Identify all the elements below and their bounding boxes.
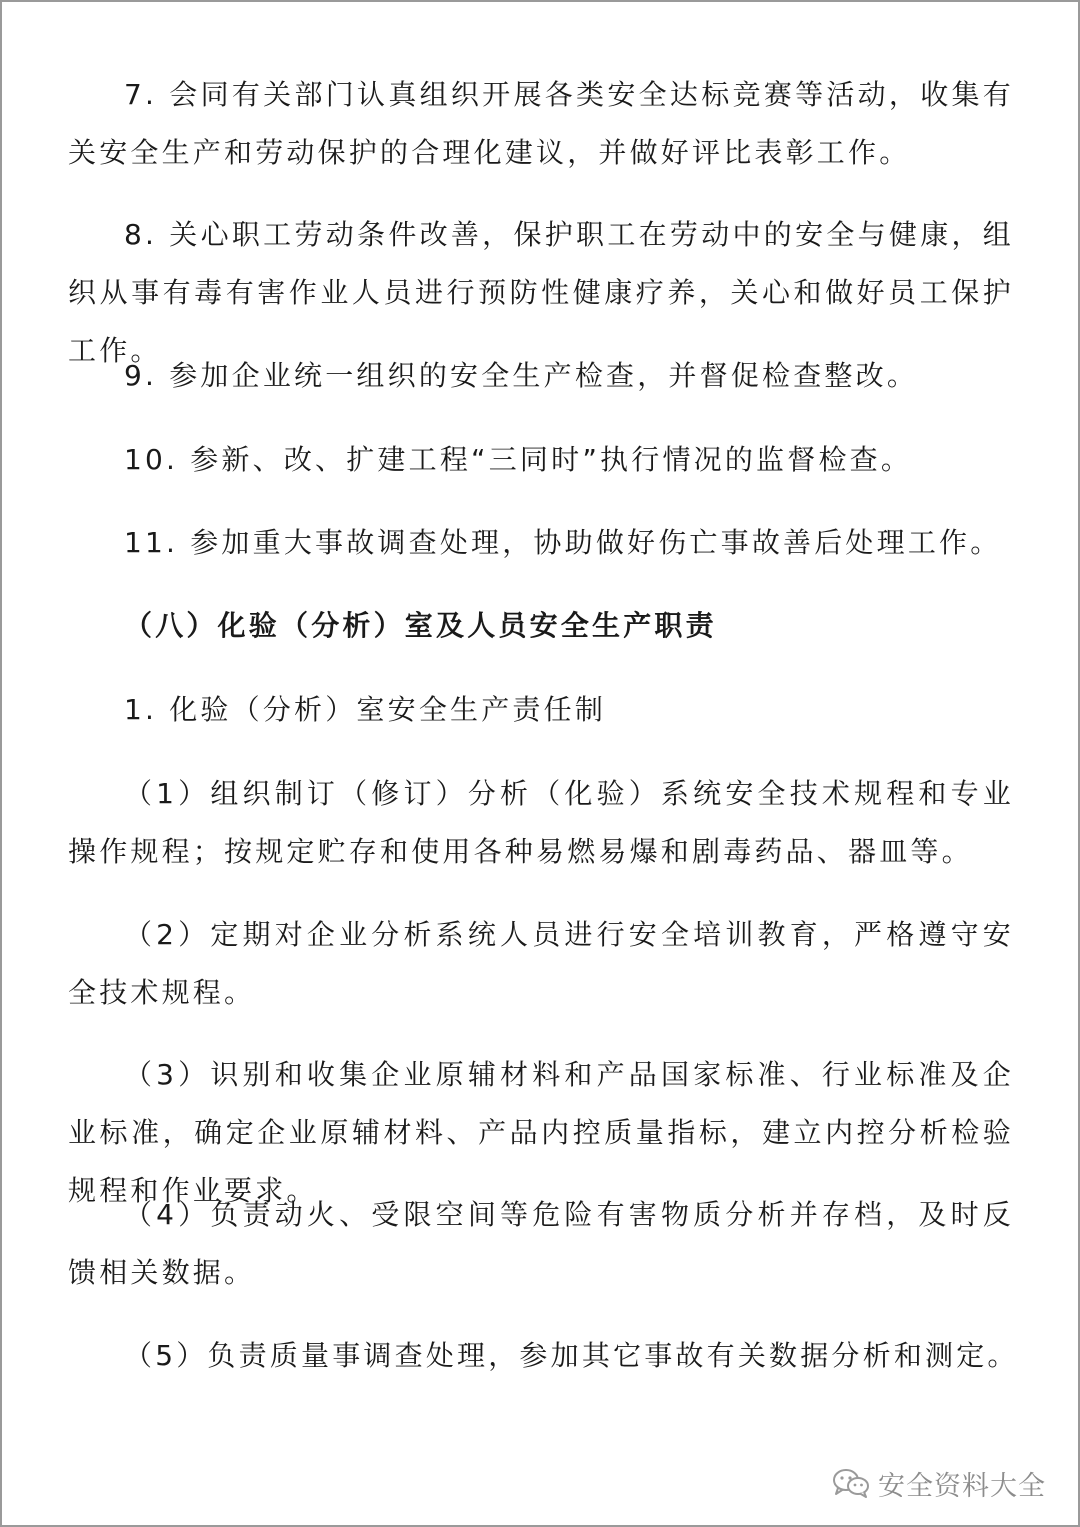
paragraph-item-11: 11. 参加重大事故调查处理，协助做好伤亡事故善后处理工作。 (124, 526, 1002, 559)
clause-3: （3）识别和收集企业原辅材料和产品国家标准、行业标准及企业标准，确定企业原辅材料、产品内控质量指标，建立内控分析检验规程和作业要求。 (68, 1058, 1014, 1207)
clause-2: （2）定期对企业分析系统人员进行安全培训教育，严格遵守安全技术规程。 (68, 918, 1014, 1009)
subsection-heading: 1. 化验（分析）室安全生产责任制 (124, 693, 607, 726)
clause-5: （5）负责质量事调查处理，参加其它事故有关数据分析和测定。 (124, 1339, 1019, 1372)
paragraph-item-8: 8. 关心职工劳动条件改善，保护职工在劳动中的安全与健康，组织从事有毒有害作业人员进行预防性健康疗养，关心和做好员工保护工作。 (68, 218, 1014, 367)
paragraph-item-10: 10. 参新、改、扩建工程“三同时”执行情况的监督检查。 (124, 443, 913, 476)
clause-4: （4）负责动火、受限空间等危险有害物质分析并存档，及时反馈相关数据。 (68, 1198, 1014, 1289)
wechat-icon (832, 1468, 870, 1498)
paragraph-item-9: 9. 参加企业统一组织的安全生产检查，并督促检查整改。 (124, 359, 919, 392)
watermark (832, 1463, 1046, 1503)
paragraph-item-7: 7. 会同有关部门认真组织开展各类安全达标竞赛等活动，收集有关安全生产和劳动保护的合理化建议，并做好评比表彰工作。 (68, 78, 1014, 169)
watermark-text: 安全资料大全 (878, 1470, 1046, 1502)
clause-1: （1）组织制订（修订）分析（化验）系统安全技术规程和专业操作规程；按规定贮存和使用各种易燃易爆和剧毒药品、器皿等。 (68, 777, 1014, 868)
section-heading: （八）化验（分析）室及人员安全生产职责 (124, 609, 717, 642)
